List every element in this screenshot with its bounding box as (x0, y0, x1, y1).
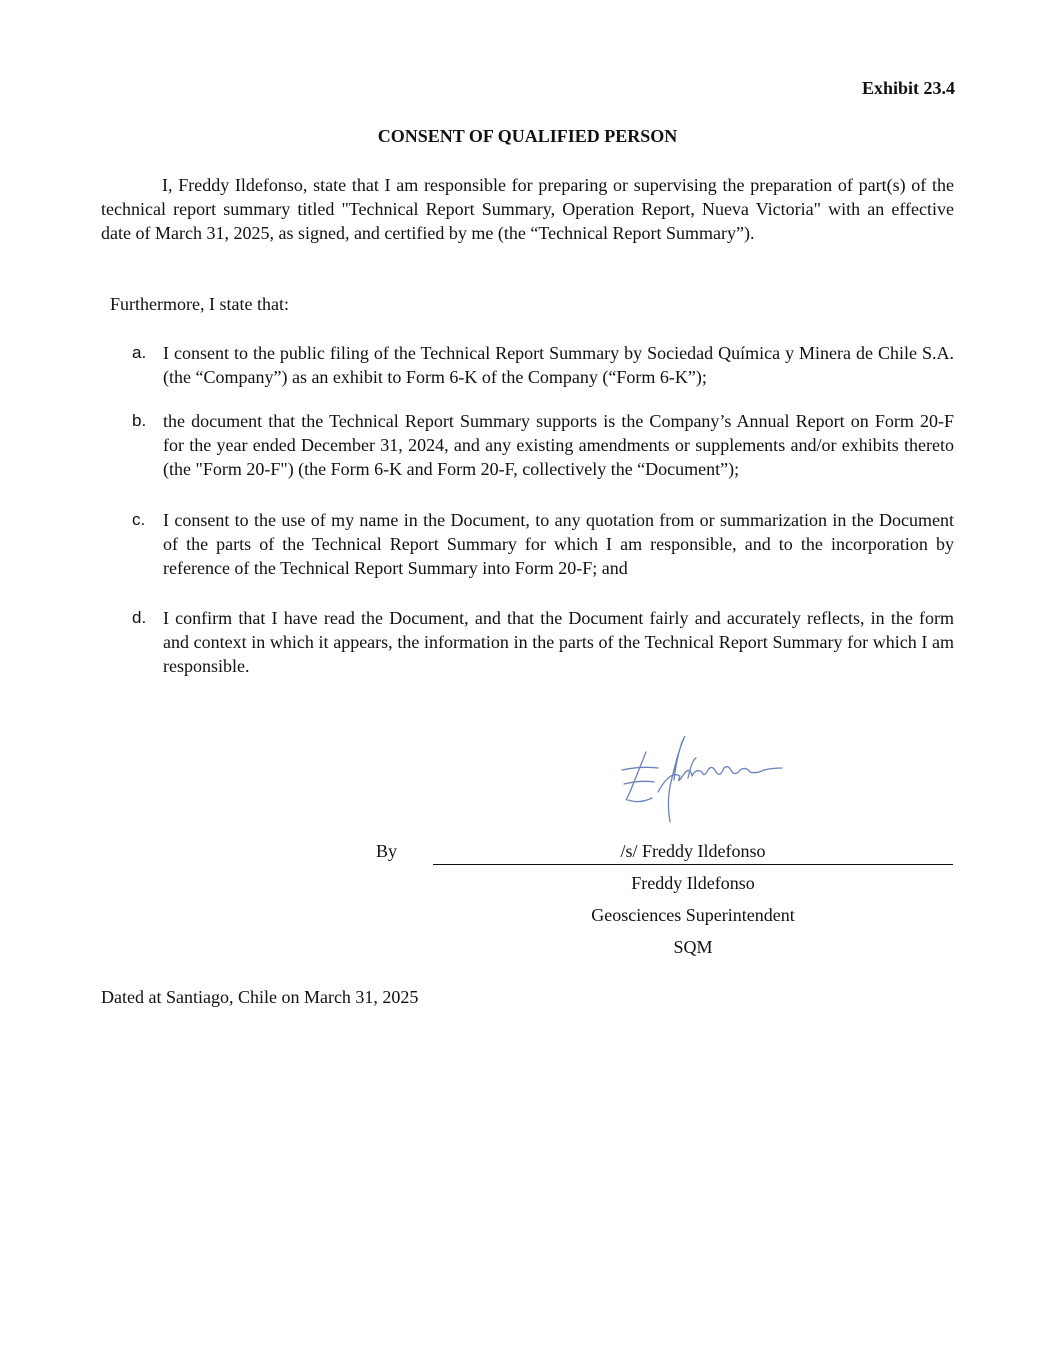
handwritten-signature (618, 730, 788, 830)
intro-paragraph: I, Freddy Ildefonso, state that I am responsible for preparing or supervising the preparation of part(s) of the technical report summary titled "Technical Report Summary, Operation Report, Nueva Victoria" with an effective date of March 31, 2025, as signed, and certified by me (the “Technical Report Summary”). (101, 175, 954, 243)
item-text: the document that the Technical Report Summary supports is the Company’s Annual Report on Form 20-F for the year ended December 31, 2024, and any existing amendments or supplements and/or exhibits thereto (the "Form 20-F") (the Form 6-K and Form 20-F, collectively the “Document”); (163, 411, 954, 479)
item-letter: c. (132, 510, 146, 529)
page-title: CONSENT OF QUALIFIED PERSON (377, 126, 678, 146)
signer-name: Freddy Ildefonso (631, 873, 755, 893)
furthermore-statement: Furthermore, I state that: (110, 294, 289, 314)
consent-item-b (132, 409, 954, 481)
signed-name-line: /s/ Freddy Ildefonso (620, 841, 766, 861)
signer-company: SQM (673, 937, 713, 957)
by-label: By (376, 841, 398, 861)
item-text: I consent to the use of my name in the Document, to any quotation from or summarization in the Document of the parts of the Technical Report Summary for which I am responsible, and to the incorporation by reference of the Technical Report Summary into Form 20-F; and (163, 510, 954, 578)
item-text: I consent to the public filing of the Technical Report Summary by Sociedad Química y Minera de Chile S.A. (the “Company”) as an exhibit to Form 6-K of the Company (“Form 6-K”); (163, 343, 954, 387)
dated-line: Dated at Santiago, Chile on March 31, 2025 (101, 987, 419, 1007)
consent-item-d (132, 606, 954, 678)
signature-rule (433, 864, 953, 865)
item-text: I confirm that I have read the Document, and that the Document fairly and accurately reflects, in the form and context in which it appears, the information in the parts of the Technical Report Summary for which I am responsible. (163, 608, 954, 676)
exhibit-label: Exhibit 23.4 (861, 78, 955, 98)
consent-item-a (132, 341, 954, 389)
item-letter: d. (132, 608, 147, 627)
item-letter: b. (132, 411, 147, 430)
consent-item-c (132, 508, 954, 580)
item-letter: a. (132, 343, 147, 362)
signer-title: Geosciences Superintendent (591, 905, 795, 925)
